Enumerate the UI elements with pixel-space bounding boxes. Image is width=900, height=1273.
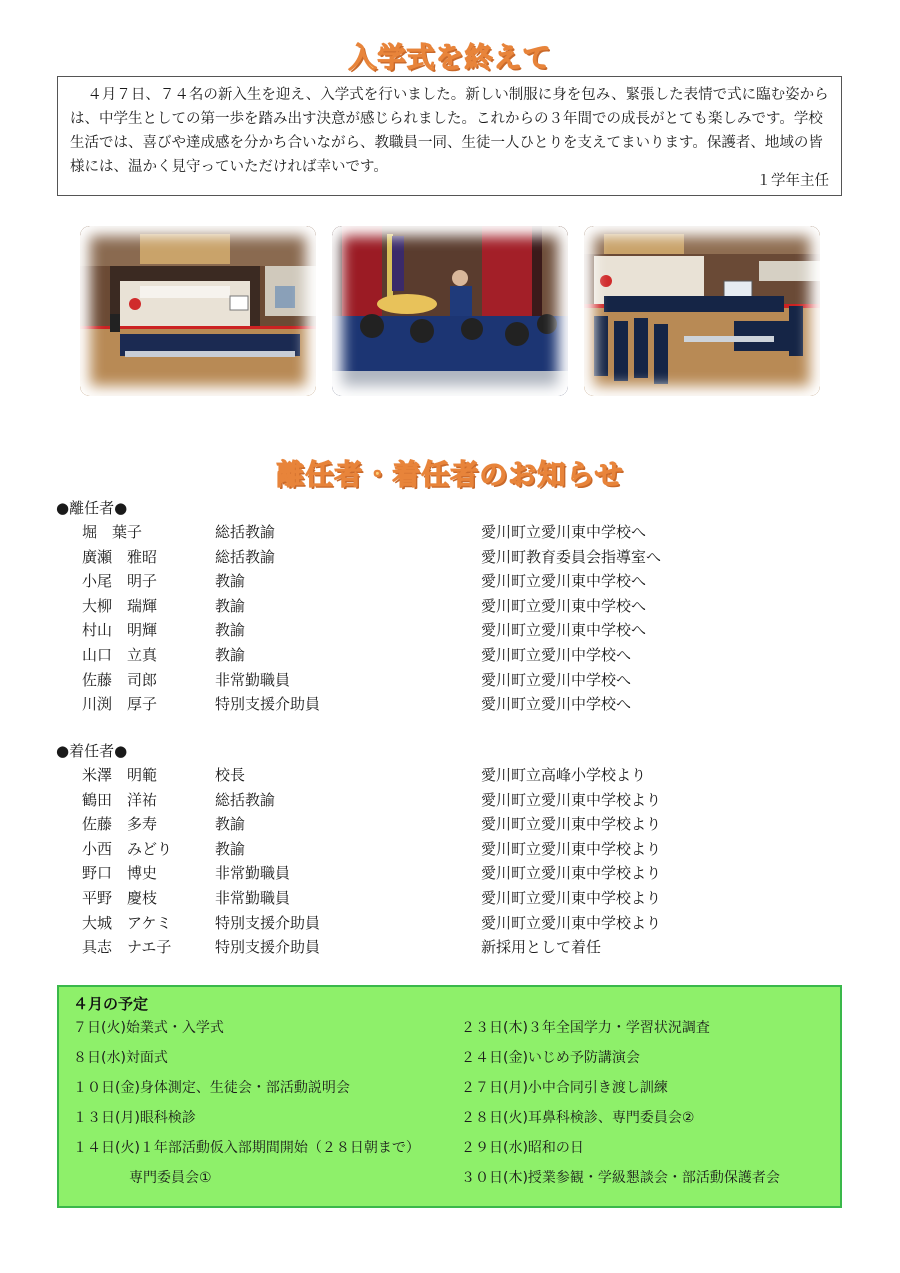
schedule-item: ２８日(火)耳鼻科検診、専門委員会② — [461, 1110, 695, 1126]
schedule-item: ２７日(月)小中合同引き渡し訓練 — [461, 1080, 668, 1096]
list-item: 廣瀬 雅昭 総括教諭 愛川町教育委員会指導室へ — [82, 547, 662, 566]
entrance-message-box — [57, 76, 842, 196]
list-item: 小西 みどり 教諭 愛川町立愛川東中学校より — [82, 839, 662, 858]
list-item: 鶴田 洋祐 総括教諭 愛川町立愛川東中学校より — [82, 790, 662, 809]
schedule-item: ７日(火)始業式・入学式 — [73, 1020, 224, 1036]
schedule-right-column — [461, 1017, 780, 1197]
schedule-left-column — [73, 1017, 420, 1197]
list-item: 野口 博史 非常勤職員 愛川町立愛川東中学校より — [82, 864, 662, 883]
departing-staff-title: ●離任者● — [56, 499, 128, 517]
list-item: 大城 アケミ 特別支援介助員 愛川町立愛川東中学校より — [82, 913, 662, 932]
list-item: 山口 立真 教諭 愛川町立愛川中学校へ — [82, 645, 632, 664]
list-item: 佐藤 司郎 非常勤職員 愛川町立愛川中学校へ — [82, 670, 632, 689]
ceremony-photo-speech — [332, 226, 568, 396]
entrance-message-text: ４月７日、７４名の新入生を迎え、入学式を行いました。新しい制服に身を包み、緊張した表情で式に臨む姿からは、中学生としての第一歩を踏み出す決意が感じられました。これからの３年間での成長がとても楽しみです。学校生活では、喜びや達成感を分かち合いながら、教職員一同、生徒一人ひとりを支えてまいります。保護者、地域の皆様には、温かく見守っていただければ幸いです。 — [70, 87, 829, 175]
list-item: 米澤 明範 校長 愛川町立高峰小学校より — [82, 766, 647, 784]
schedule-item: ２４日(金)いじめ予防講演会 — [461, 1050, 640, 1066]
list-item: 川渕 厚子 特別支援介助員 愛川町立愛川中学校へ — [82, 695, 632, 714]
staff-change-heading: 離任者・着任者のお知らせ — [276, 458, 624, 491]
schedule-item: １０日(金)身体測定、生徒会・部活動説明会 — [73, 1080, 350, 1096]
schedule-title: ４月の予定 — [73, 995, 149, 1013]
departing-staff-list — [0, 521, 900, 718]
list-item: 小尾 明子 教諭 愛川町立愛川東中学校へ — [82, 572, 647, 591]
entrance-ceremony-heading: 入学式を終えて — [348, 41, 552, 74]
ceremony-photo-gym-stage — [80, 226, 316, 396]
list-item: 村山 明輝 教諭 愛川町立愛川東中学校へ — [82, 621, 647, 640]
arriving-staff-list — [0, 764, 900, 961]
schedule-item: ３０日(木)授業参観・学級懇談会・部活動保護者会 — [461, 1170, 780, 1186]
schedule-item: １４日(火)１年部活動仮入部期間開始（２８日朝まで） — [73, 1140, 420, 1156]
list-item: 佐藤 多寿 教諭 愛川町立愛川東中学校より — [82, 815, 662, 834]
list-item: 具志 ナエ子 特別支援介助員 新採用として着任 — [82, 938, 602, 957]
schedule-item: 専門委員会① — [73, 1170, 212, 1186]
list-item: 堀 葉子 総括教諭 愛川町立愛川東中学校へ — [82, 523, 647, 541]
schedule-item: ８日(水)対面式 — [73, 1050, 168, 1066]
list-item: 平野 慶枝 非常勤職員 愛川町立愛川東中学校より — [82, 888, 662, 907]
schedule-item: ２９日(水)昭和の日 — [461, 1140, 584, 1156]
april-schedule-box — [57, 985, 842, 1208]
schedule-item: １３日(月)眼科検診 — [73, 1110, 196, 1126]
arriving-staff-title: ●着任者● — [56, 742, 128, 760]
entrance-message-signature: １学年主任 — [756, 173, 829, 189]
schedule-item: ２３日(木)３年全国学力・学習状況調査 — [461, 1020, 710, 1036]
list-item: 大柳 瑞輝 教諭 愛川町立愛川東中学校へ — [82, 596, 647, 615]
ceremony-photo-students-standing — [584, 226, 820, 396]
